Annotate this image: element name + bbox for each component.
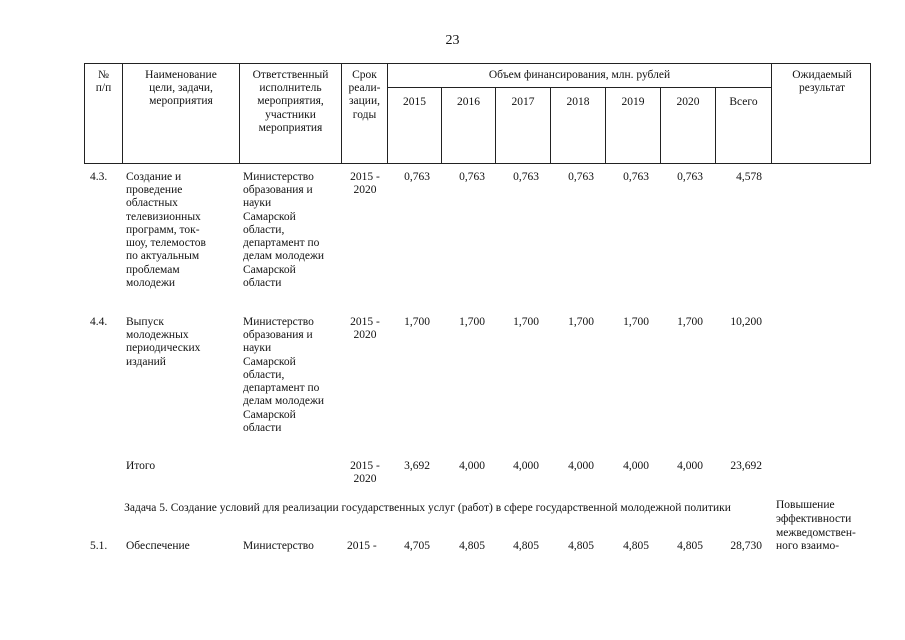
row-value-2015: 3,692 bbox=[404, 460, 430, 472]
row-value-2020: 1,700 bbox=[677, 316, 703, 328]
header-year: 2019 bbox=[621, 96, 645, 108]
row-term: 2015 - 2020 bbox=[350, 316, 380, 342]
row-name-total: Итого bbox=[126, 460, 156, 472]
header-num: № п/п bbox=[95, 69, 112, 95]
row-value-2016: 1,700 bbox=[459, 316, 485, 328]
page-number: 23 bbox=[445, 33, 460, 48]
row-term: 2015 - 2020 bbox=[350, 171, 380, 197]
expected-result: Повышение эффективности межведомствен- ного взаимо- bbox=[776, 499, 856, 553]
row-value-2016: 4,000 bbox=[459, 460, 485, 472]
row-value-2020: 4,000 bbox=[677, 460, 703, 472]
row-term: 2015 - 2020 bbox=[350, 460, 380, 486]
header-responsible: Ответственный исполнитель мероприятия, участники мероприятия bbox=[252, 69, 329, 134]
row-value-total: 28,730 bbox=[730, 540, 762, 552]
row-name: Обеспечение bbox=[126, 540, 190, 552]
row-value-2018: 1,700 bbox=[568, 316, 594, 328]
row-value-total: 10,200 bbox=[730, 316, 762, 328]
row-value-total: 23,692 bbox=[730, 460, 762, 472]
row-value-2019: 4,000 bbox=[623, 460, 649, 472]
row-value-2017: 1,700 bbox=[513, 316, 539, 328]
row-value-2020: 4,805 bbox=[677, 540, 703, 552]
row-value-2019: 0,763 bbox=[623, 171, 649, 183]
row-value-2016: 4,805 bbox=[459, 540, 485, 552]
table-header bbox=[84, 63, 871, 164]
row-value-2015: 1,700 bbox=[404, 316, 430, 328]
row-responsible: Министерство образования и науки Самарской области, департамент по делам молодежи Самарской области bbox=[243, 171, 325, 289]
row-responsible: Министерство bbox=[243, 540, 314, 552]
header-year-total: Всего bbox=[729, 96, 758, 108]
row-num: 5.1. bbox=[90, 540, 108, 552]
header-year: 2015 bbox=[403, 96, 426, 108]
row-value-2018: 0,763 bbox=[568, 171, 594, 183]
row-term: 2015 - bbox=[347, 540, 377, 552]
row-name: Выпуск молодежных периодических изданий bbox=[126, 316, 201, 368]
header-divider bbox=[387, 87, 771, 88]
task-title: Задача 5. Создание условий для реализации государственных услуг (работ) в сфере государственной молодежной политики bbox=[124, 502, 731, 514]
row-num: 4.4. bbox=[90, 316, 108, 328]
row-value-2015: 0,763 bbox=[404, 171, 430, 183]
row-value-2018: 4,805 bbox=[568, 540, 594, 552]
row-value-2019: 1,700 bbox=[623, 316, 649, 328]
row-name: Создание и проведение областных телевизионных программ, ток- шоу, телемостов по актуальным проблемам молодежи bbox=[126, 171, 206, 289]
header-year: 2018 bbox=[566, 96, 590, 108]
row-value-2018: 4,000 bbox=[568, 460, 594, 472]
header-year: 2017 bbox=[511, 96, 535, 108]
header-year: 2020 bbox=[676, 96, 700, 108]
row-value-2019: 4,805 bbox=[623, 540, 649, 552]
header-financing: Объем финансирования, млн. рублей bbox=[488, 69, 671, 81]
row-value-2017: 4,000 bbox=[513, 460, 539, 472]
header-result: Ожидаемый результат bbox=[792, 69, 852, 95]
row-value-total: 4,578 bbox=[736, 171, 762, 183]
row-num: 4.3. bbox=[90, 171, 108, 183]
header-name: Наименование цели, задачи, мероприятия bbox=[145, 69, 217, 108]
row-value-2017: 4,805 bbox=[513, 540, 539, 552]
row-value-2017: 0,763 bbox=[513, 171, 539, 183]
row-value-2020: 0,763 bbox=[677, 171, 703, 183]
row-value-2015: 4,705 bbox=[404, 540, 430, 552]
header-year: 2016 bbox=[457, 96, 480, 108]
header-term: Срок реали- зации, годы bbox=[348, 69, 381, 121]
row-value-2016: 0,763 bbox=[459, 171, 485, 183]
row-responsible: Министерство образования и науки Самарской области, департамент по делам молодежи Самарской области bbox=[243, 316, 325, 434]
